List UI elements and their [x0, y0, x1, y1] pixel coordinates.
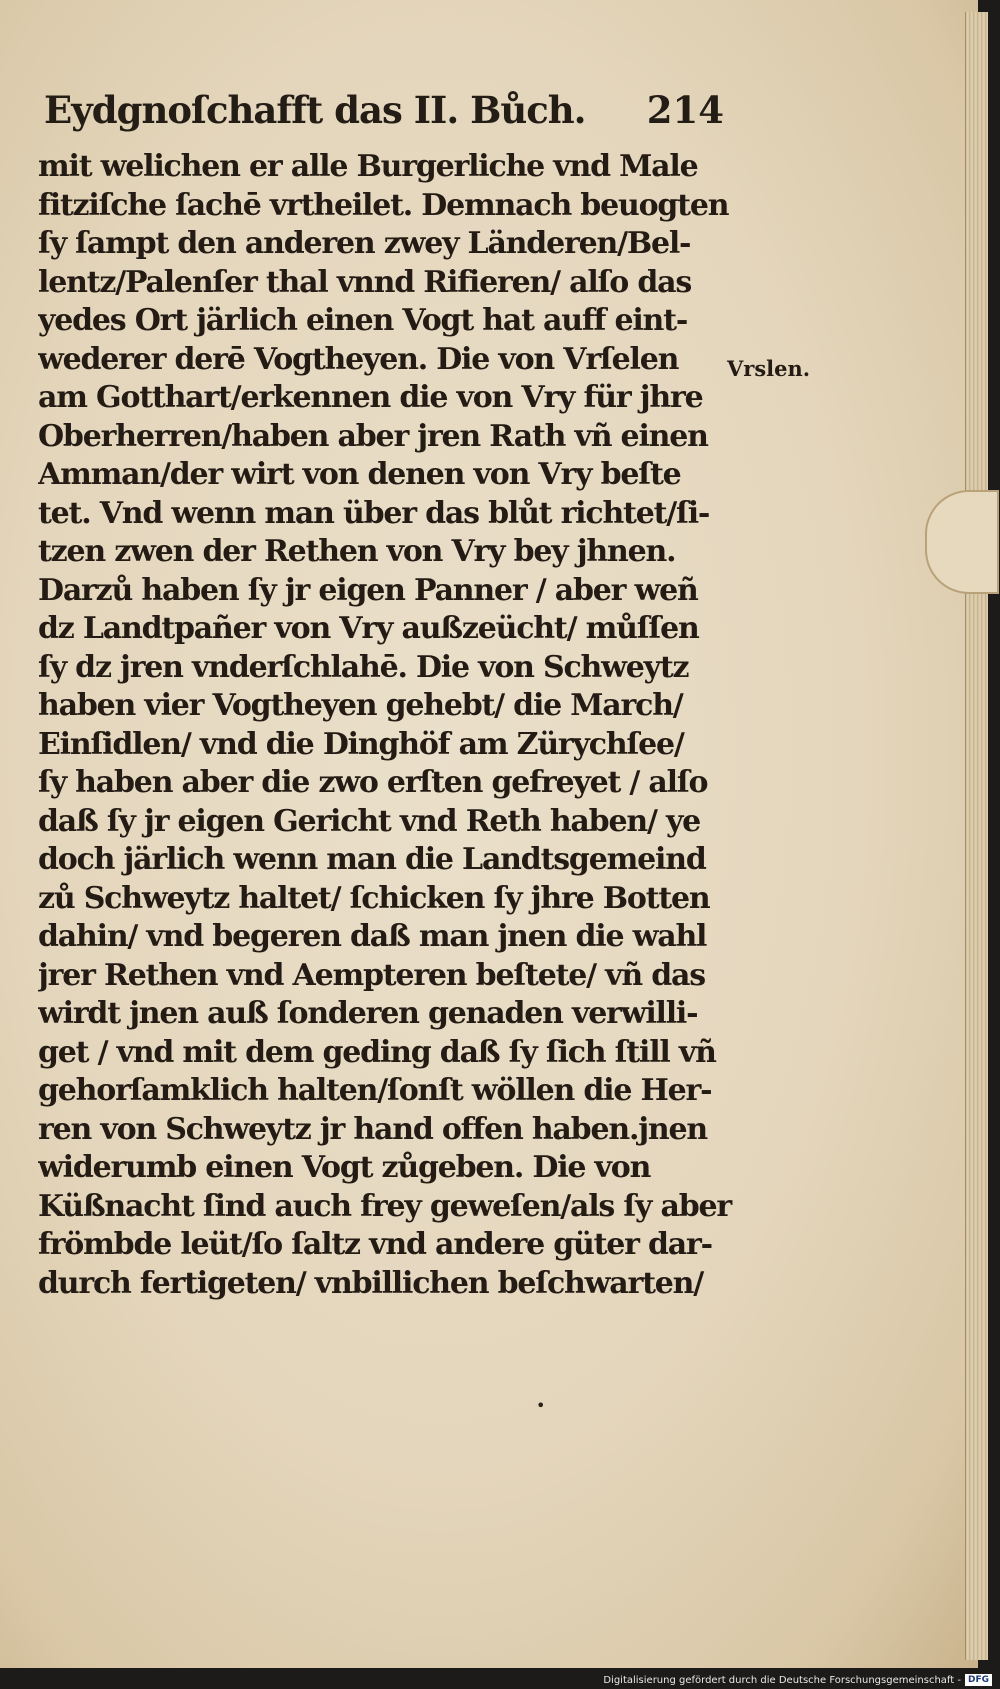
marginal-note: Vrslen.: [727, 356, 811, 381]
text-line: yedes Ort järlich einen Vogt hat auff eint-: [38, 303, 688, 338]
page-edges: [965, 12, 988, 1660]
page-number: 214: [646, 88, 724, 132]
page-header: [44, 88, 724, 144]
text-line: lentz/Palenſer thal vnnd Rifieren/ alſo das: [38, 264, 692, 300]
text-line: haben vier Vogtheyen gehebt/ die March/: [38, 688, 683, 723]
text-line: tet. Vnd wenn man über das blůt richtet/ſi-: [38, 495, 710, 531]
text-line: ren von Schweytz jr hand offen haben.jnen: [38, 1111, 707, 1147]
text-line: doch järlich wenn man die Landtsgemeind: [38, 842, 706, 877]
text-line: zů Schweytz haltet/ ſchicken ſy jhre Botten: [38, 880, 710, 916]
text-line: daß ſy jr eigen Gericht vnd Reth haben/ ye: [38, 803, 701, 839]
digitization-credit: [603, 1674, 992, 1686]
text-line: am Gotthart/erkennen die von Vry für jhre: [38, 380, 703, 415]
text-line: mit welichen er alle Burgerliche vnd Male: [38, 149, 698, 184]
text-line: durch fertigeten/ vnbillichen beſchwarten/: [38, 1265, 704, 1301]
text-line: widerumb einen Vogt zůgeben. Die von: [38, 1150, 651, 1185]
text-line: dz Landtpañer von Vry außzeücht/ můſſen: [38, 611, 699, 646]
text-line: wirdt jnen auß ſonderen genaden verwilli-: [38, 996, 698, 1031]
text-line: tzen zwen der Rethen von Vry bey jhnen.: [38, 534, 676, 569]
text-line: Amman/der wirt von denen von Vry beſte: [38, 457, 681, 492]
text-line: dahin/ vnd begeren daß man jnen die wahl: [38, 919, 707, 954]
credit-text: Digitalisierung gefördert durch die Deutsche Forschungsgemeinschaft -: [603, 1675, 961, 1686]
text-line: Einſidlen/ vnd die Dinghöf am Zürychſee/: [38, 726, 684, 762]
text-line: jrer Rethen vnd Aempteren beſtete/ vñ das: [38, 957, 705, 993]
text-line: fitziſche ſachē vrtheilet. Demnach beuogten: [38, 187, 729, 223]
text-line: Oberherren/haben aber jren Rath vñ einen: [38, 418, 708, 454]
dfg-logo: DFG: [965, 1674, 992, 1686]
text-line: ſy ſampt den anderen zwey Länderen/Bel-: [38, 226, 691, 261]
text-line: Darzů haben ſy jr eigen Panner / aber weñ: [38, 572, 698, 608]
catchword-mark: •: [536, 1396, 546, 1415]
body-text: [38, 148, 738, 1303]
text-line: ſy dz jren vnderſchlahē. Die von Schweytz: [38, 649, 689, 685]
text-line: ſy haben aber die zwo erſten gefreyet / alſo: [38, 765, 708, 800]
running-title: Eydgnoſchafft das II. Bůch.: [44, 88, 586, 132]
text-line: wederer derē Vogtheyen. Die von Vrſelen: [38, 341, 679, 377]
page-tab-marker: [925, 490, 999, 594]
text-line: frömbde leüt/ſo ſaltz vnd andere güter dar-: [38, 1227, 712, 1262]
text-line: gehorſamklich halten/ſonſt wöllen die Her-: [38, 1073, 712, 1108]
text-line: Küßnacht ſind auch frey geweſen/als ſy aber: [38, 1188, 732, 1224]
text-line: get / vnd mit dem geding daß ſy ſich ſtill vñ: [38, 1034, 716, 1070]
